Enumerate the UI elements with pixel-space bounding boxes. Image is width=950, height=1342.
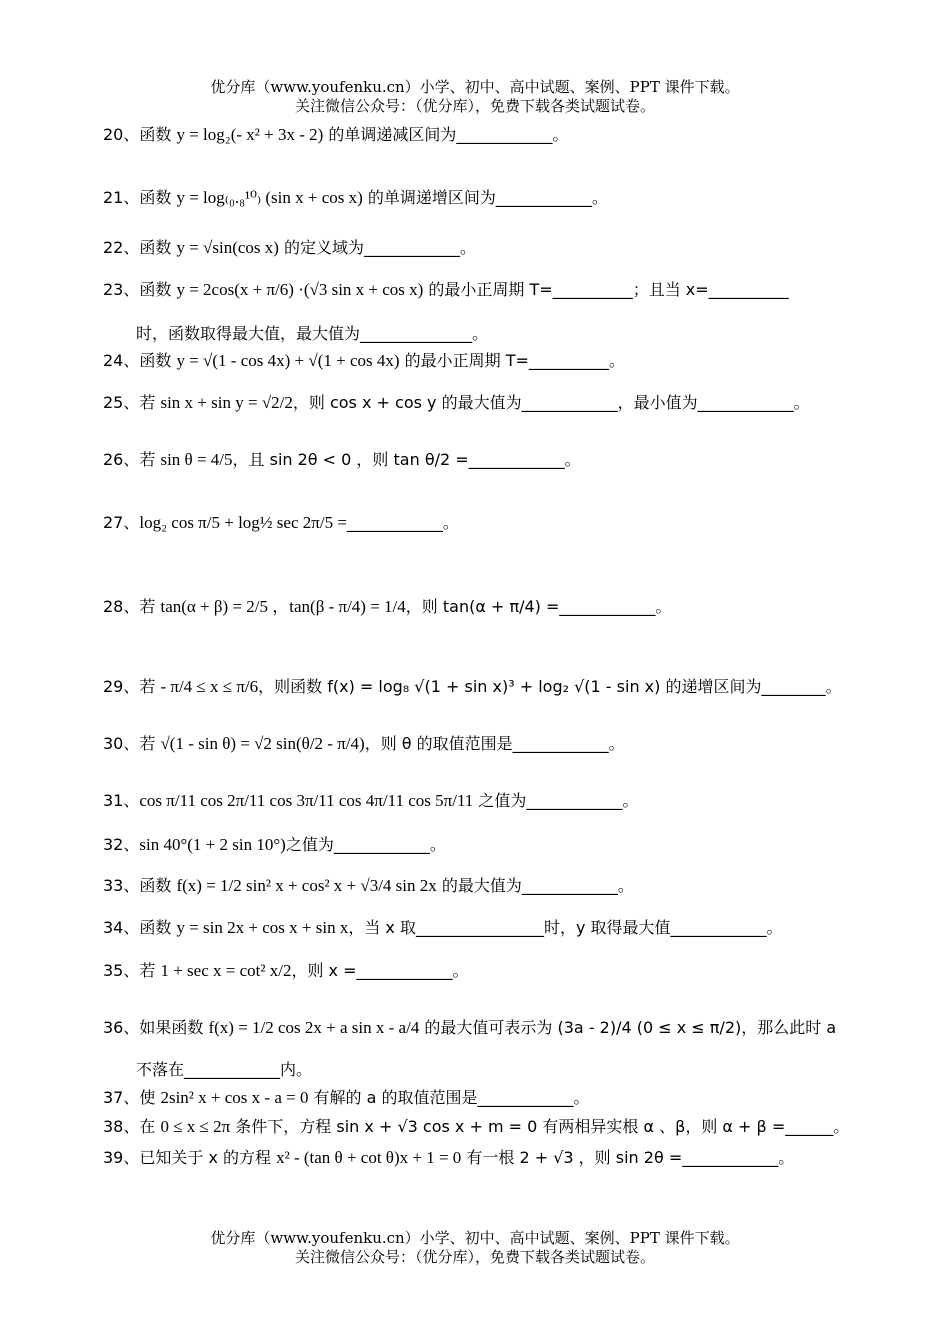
question-blank: 之值为____________。 — [473, 791, 639, 810]
question-blank: ，则 tan(α + π/4) =____________。 — [405, 597, 672, 616]
question-stem: 函数 — [139, 280, 177, 299]
question-25 — [103, 390, 903, 413]
question-number: 32、 — [103, 835, 140, 854]
question-formula: log₂ cos π/5 + log½ sec 2π/5 = — [139, 513, 347, 532]
question-number: 26、 — [103, 450, 140, 469]
question-blank: 条件下，方程 sin x + √3 cos x + m = 0 有两相异实根 α 、β，则 α + β =______。 — [230, 1117, 850, 1136]
question-36-continued: 不落在____________内。 — [136, 1060, 313, 1079]
question-blank: ，则函数 f(x) = log₈ √(1 + sin x)³ + log₂ √(1 - sin x) 的递增区间为________。 — [258, 677, 842, 696]
question-blank: ，则 θ 的取值范围是____________。 — [364, 734, 625, 753]
question-stem: 若 — [139, 393, 161, 412]
question-blank: 有一根 2 + √3 ，则 sin 2θ =____________。 — [461, 1148, 795, 1167]
question-number: 38、 — [103, 1117, 140, 1136]
question-blank: ，当 x 取________________时，y 取得最大值____________。 — [348, 918, 783, 937]
question-formula: cos π/11 cos 2π/11 cos 3π/11 cos 4π/11 cos 5π/11 — [139, 791, 474, 810]
question-number: 39、 — [103, 1148, 140, 1167]
question-blank: ，且 sin 2θ < 0 ，则 tan θ/2 =____________。 — [232, 450, 581, 469]
question-36 — [103, 1015, 903, 1038]
header-line-2: 关注微信公众号：（优分库），免费下载各类试题试卷。 — [294, 97, 655, 115]
question-number: 30、 — [103, 734, 140, 753]
question-stem: 如果函数 — [139, 1018, 209, 1037]
question-22 — [103, 235, 903, 258]
question-stem: 若 — [139, 597, 161, 616]
question-stem: 已知关于 x 的方程 — [139, 1148, 277, 1167]
question-formula: y = 2cos(x + π/6) ·(√3 sin x + cos x) — [176, 280, 424, 299]
question-stem: 若 — [139, 450, 161, 469]
question-number: 20、 — [103, 125, 140, 144]
question-blank: 的最小正周期 T=__________；且当 x=__________ — [423, 280, 789, 299]
question-blank: 的最大值为____________。 — [436, 876, 634, 895]
question-stem: 在 — [139, 1117, 161, 1136]
question-formula: sin θ = 4/5 — [160, 450, 233, 469]
footer-line-2: 关注微信公众号：（优分库），免费下载各类试题试卷。 — [294, 1248, 655, 1266]
question-23 — [103, 277, 903, 300]
question-21 — [103, 185, 903, 208]
question-39 — [103, 1145, 903, 1168]
question-stem: 函数 — [139, 351, 177, 370]
question-blank: ，则 x =____________。 — [291, 961, 469, 980]
question-formula: y = sin 2x + cos x + sin x — [176, 918, 349, 937]
question-stem: 使 — [139, 1088, 161, 1107]
question-blank: 的定义域为____________。 — [278, 238, 477, 257]
question-27 — [103, 510, 903, 533]
question-formula: y = log₍₀.₈¹⁰₎ (sin x + cos x) — [176, 188, 363, 207]
question-blank: 的最大值可表示为 (3a - 2)/4 (0 ≤ x ≤ π/2)，那么此时 a — [419, 1018, 837, 1037]
question-blank: ，则 cos x + cos y 的最大值为____________，最小值为____________。 — [292, 393, 810, 412]
question-number: 37、 — [103, 1088, 140, 1107]
question-32 — [103, 832, 903, 855]
question-20 — [103, 122, 903, 145]
question-number: 35、 — [103, 961, 140, 980]
question-stem: 函数 — [139, 876, 177, 895]
question-number: 23、 — [103, 280, 140, 299]
question-number: 31、 — [103, 791, 140, 810]
question-formula: - π/4 ≤ x ≤ π/6 — [160, 677, 259, 696]
question-34 — [103, 915, 903, 938]
question-blank: 的单调递增区间为____________。 — [362, 188, 608, 207]
question-formula: 2sin² x + cos x - a = 0 — [160, 1088, 309, 1107]
question-formula: sin 40°(1 + 2 sin 10°) — [139, 835, 286, 854]
question-formula: sin x + sin y = √2/2 — [160, 393, 293, 412]
question-26 — [103, 447, 903, 470]
question-number: 24、 — [103, 351, 140, 370]
question-stem: 若 — [139, 961, 161, 980]
question-number: 34、 — [103, 918, 140, 937]
question-30 — [103, 731, 903, 754]
footer-line-1: 优分库（www.youfenku.cn）小学、初中、高中试题、案例、PPT 课件下载。 — [210, 1229, 740, 1247]
question-formula: x² - (tan θ + cot θ)x + 1 = 0 — [276, 1148, 462, 1167]
question-formula: y = log₂(- x² + 3x - 2) — [176, 125, 324, 144]
question-formula: 0 ≤ x ≤ 2π — [160, 1117, 231, 1136]
question-number: 22、 — [103, 238, 140, 257]
question-blank: ____________。 — [346, 513, 459, 532]
question-blank: 的单调递减区间为____________。 — [323, 125, 569, 144]
question-28 — [103, 592, 903, 617]
question-number: 28、 — [103, 597, 140, 616]
question-blank: 的最小正周期 T=__________。 — [399, 351, 625, 370]
question-number: 36、 — [103, 1018, 140, 1037]
question-formula: y = √sin(cos x) — [176, 238, 279, 257]
question-formula: f(x) = 1/2 sin² x + cos² x + √3/4 sin 2x — [176, 876, 437, 895]
question-38 — [103, 1114, 903, 1137]
header-line-1: 优分库（www.youfenku.cn）小学、初中、高中试题、案例、PPT 课件下载。 — [210, 78, 740, 96]
question-24 — [103, 348, 903, 371]
question-31 — [103, 788, 903, 811]
question-formula: √(1 - sin θ) = √2 sin(θ/2 - π/4) — [160, 734, 365, 753]
question-stem: 函数 — [139, 918, 177, 937]
question-number: 25、 — [103, 393, 140, 412]
question-37 — [103, 1085, 903, 1108]
question-formula: y = √(1 - cos 4x) + √(1 + cos 4x) — [176, 351, 400, 370]
question-formula: tan(α + β) = 2/5 ，tan(β - π/4) = 1/4 — [160, 597, 406, 616]
question-blank: 有解的 a 的取值范围是____________。 — [308, 1088, 590, 1107]
question-33 — [103, 873, 903, 896]
question-number: 33、 — [103, 876, 140, 895]
question-blank: 之值为____________。 — [285, 835, 446, 854]
question-number: 29、 — [103, 677, 140, 696]
question-formula: 1 + sec x = cot² x/2 — [160, 961, 292, 980]
question-number: 27、 — [103, 513, 140, 532]
question-stem: 函数 — [139, 188, 177, 207]
question-stem: 若 — [139, 677, 161, 696]
question-stem: 函数 — [139, 238, 177, 257]
question-29 — [103, 674, 903, 697]
question-stem: 函数 — [139, 125, 177, 144]
question-23-continued: 时，函数取得最大值，最大值为______________。 — [136, 324, 489, 343]
question-number: 21、 — [103, 188, 140, 207]
question-35 — [103, 958, 903, 981]
question-formula: f(x) = 1/2 cos 2x + a sin x - a/4 — [208, 1018, 420, 1037]
question-stem: 若 — [139, 734, 161, 753]
